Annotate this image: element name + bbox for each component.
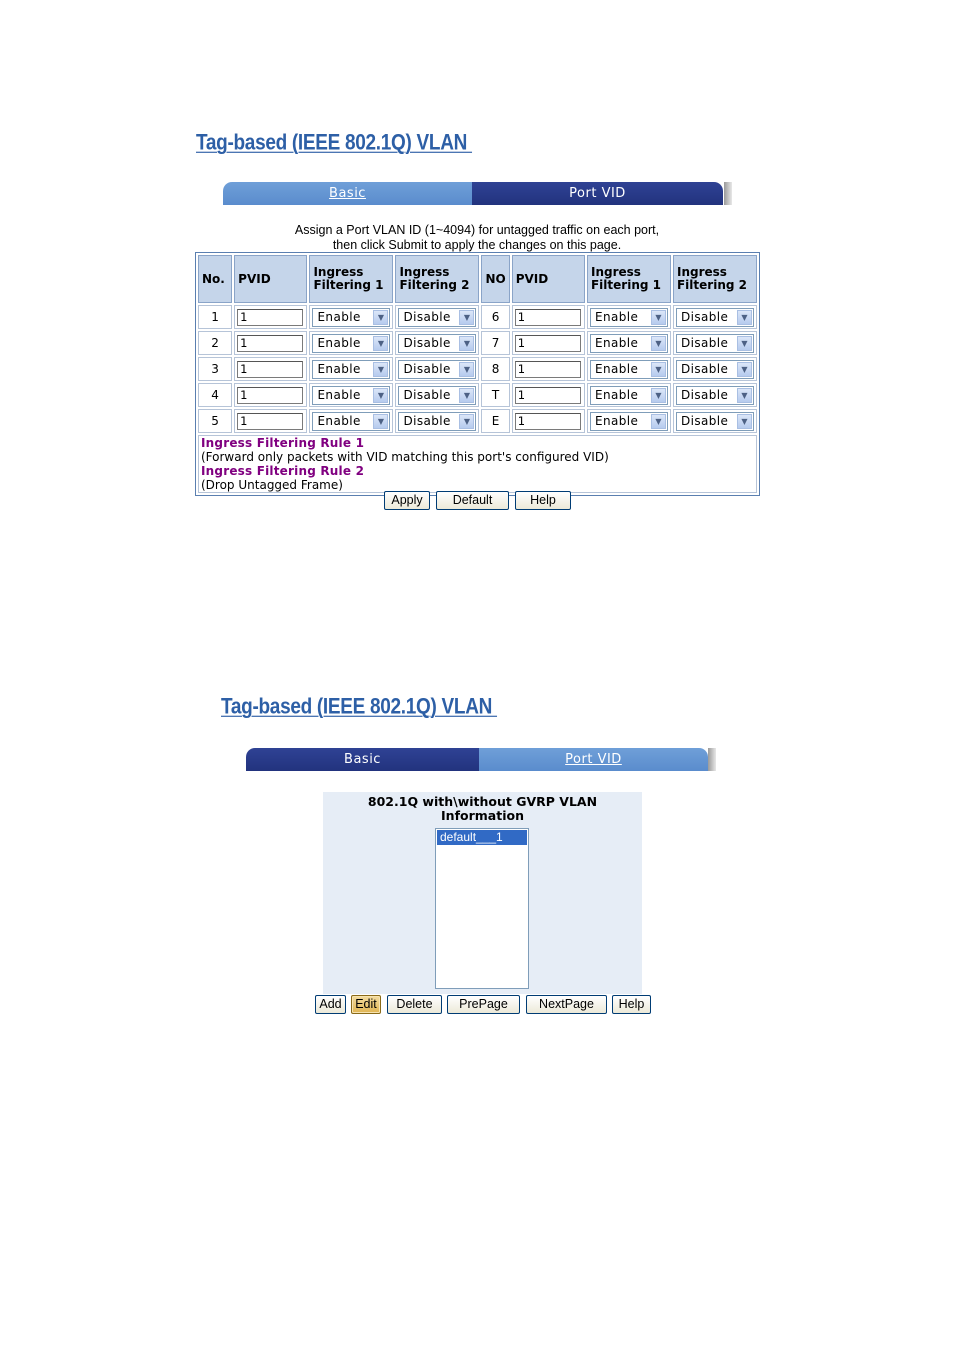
select-value: Disable xyxy=(403,310,451,324)
header-ingress-filtering-2-right: Ingress Filtering 2 xyxy=(673,255,757,303)
pvid-input[interactable] xyxy=(237,335,303,352)
chevron-down-icon[interactable]: ▼ xyxy=(459,310,474,325)
ingress-filtering-2-select[interactable] xyxy=(398,360,476,379)
vlan-info-title xyxy=(323,795,642,823)
select-value: Enable xyxy=(594,388,639,402)
chevron-down-icon[interactable]: ▼ xyxy=(373,414,388,429)
vlan-info-panel xyxy=(323,792,642,994)
select-value: Enable xyxy=(317,388,361,402)
select-value: Enable xyxy=(317,362,361,376)
tab-basic[interactable]: Basic xyxy=(246,748,479,771)
select-value: Disable xyxy=(680,336,729,350)
nextpage-button[interactable]: NextPage xyxy=(526,995,607,1014)
select-value: Enable xyxy=(594,414,639,428)
tab-shadow xyxy=(708,748,716,771)
select-value: Disable xyxy=(403,362,451,376)
page-title: Tag-based (IEEE 802.1Q) VLAN xyxy=(196,131,473,156)
ingress-filtering-2-select[interactable] xyxy=(676,360,754,379)
vlan-info-title-line-1: 802.1Q with\without GVRP VLAN xyxy=(367,794,598,809)
tab-bar xyxy=(223,182,723,205)
rule-2-title: Ingress Filtering Rule 2 xyxy=(201,464,365,478)
chevron-down-icon[interactable]: ▼ xyxy=(737,336,752,351)
table-row xyxy=(198,305,757,329)
header-pvid: PVID xyxy=(234,255,307,303)
select-value: Disable xyxy=(403,388,451,402)
prepage-button[interactable]: PrePage xyxy=(447,995,520,1014)
port-number: E xyxy=(481,409,509,433)
port-number: 5 xyxy=(198,409,232,433)
pvid-input[interactable] xyxy=(515,413,581,430)
ingress-filtering-1-select[interactable] xyxy=(590,308,668,327)
pvid-input[interactable] xyxy=(237,413,303,430)
port-number: 1 xyxy=(198,305,232,329)
default-button[interactable]: Default xyxy=(436,491,509,510)
tab-basic[interactable]: Basic xyxy=(223,182,472,205)
ingress-filtering-1-select[interactable] xyxy=(312,308,390,327)
chevron-down-icon[interactable]: ▼ xyxy=(651,310,666,325)
select-value: Disable xyxy=(680,388,729,402)
pvid-input[interactable] xyxy=(515,335,581,352)
pvid-input[interactable] xyxy=(237,309,303,326)
header-ingress-filtering-1-right: Ingress Filtering 1 xyxy=(587,255,671,303)
delete-button[interactable]: Delete xyxy=(387,995,442,1014)
help-button[interactable]: Help xyxy=(515,491,571,510)
tab-shadow xyxy=(724,182,732,205)
table-row xyxy=(198,383,757,407)
ingress-filtering-2-select[interactable] xyxy=(398,308,476,327)
table-row xyxy=(198,409,757,433)
chevron-down-icon[interactable]: ▼ xyxy=(651,414,666,429)
chevron-down-icon[interactable]: ▼ xyxy=(459,414,474,429)
tab-port-vid[interactable]: Port VID xyxy=(472,182,723,205)
ingress-filtering-1-select[interactable] xyxy=(312,412,390,431)
description-line-1: Assign a Port VLAN ID (1~4094) for untagged traffic on each port, xyxy=(294,223,660,237)
select-value: Disable xyxy=(403,414,451,428)
port-number: 8 xyxy=(481,357,509,381)
table-header-row xyxy=(198,255,757,303)
select-value: Enable xyxy=(317,414,361,428)
chevron-down-icon[interactable]: ▼ xyxy=(651,388,666,403)
pvid-table xyxy=(195,252,760,496)
tab-bar-2 xyxy=(246,748,708,771)
ingress-filtering-2-select[interactable] xyxy=(676,412,754,431)
ingress-filtering-2-select[interactable] xyxy=(676,308,754,327)
header-ingress-filtering-2: Ingress Filtering 2 xyxy=(395,255,479,303)
chevron-down-icon[interactable]: ▼ xyxy=(737,388,752,403)
select-value: Enable xyxy=(594,362,639,376)
rule-1-text: (Forward only packets with VID matching this port's configured VID) xyxy=(201,450,609,464)
rule-1-title: Ingress Filtering Rule 1 xyxy=(201,436,365,450)
table-row xyxy=(198,357,757,381)
ingress-filtering-1-select[interactable] xyxy=(590,360,668,379)
chevron-down-icon[interactable]: ▼ xyxy=(373,336,388,351)
chevron-down-icon[interactable]: ▼ xyxy=(651,362,666,377)
tab-port-vid[interactable]: Port VID xyxy=(479,748,708,771)
help-button-2[interactable]: Help xyxy=(612,995,651,1014)
rules-row xyxy=(198,435,757,493)
select-value: Disable xyxy=(403,336,451,350)
vlan-listbox[interactable] xyxy=(435,828,529,989)
description-line-2: then click Submit to apply the changes on this page. xyxy=(332,238,622,252)
pvid-input[interactable] xyxy=(237,387,303,404)
ingress-filtering-2-select[interactable] xyxy=(398,412,476,431)
list-item[interactable]: default___1 xyxy=(437,830,527,845)
port-number: T xyxy=(481,383,509,407)
ingress-filtering-1-select[interactable] xyxy=(312,386,390,405)
description xyxy=(196,223,758,253)
select-value: Enable xyxy=(317,310,361,324)
ingress-filtering-1-select[interactable] xyxy=(312,334,390,353)
ingress-filtering-1-select[interactable] xyxy=(590,386,668,405)
select-value: Disable xyxy=(680,362,729,376)
ingress-rules xyxy=(198,435,757,493)
port-number: 6 xyxy=(481,305,509,329)
header-pvid-right: PVID xyxy=(512,255,585,303)
header-ingress-filtering-1: Ingress Filtering 1 xyxy=(309,255,393,303)
vlan-info-title-line-2: Information xyxy=(441,808,524,823)
chevron-down-icon[interactable]: ▼ xyxy=(373,362,388,377)
edit-button[interactable]: Edit xyxy=(351,995,381,1014)
chevron-down-icon[interactable]: ▼ xyxy=(651,336,666,351)
pvid-input[interactable] xyxy=(515,309,581,326)
ingress-filtering-1-select[interactable] xyxy=(590,412,668,431)
chevron-down-icon[interactable]: ▼ xyxy=(737,310,752,325)
table-row xyxy=(198,331,757,355)
pvid-input[interactable] xyxy=(515,361,581,378)
select-value: Enable xyxy=(594,336,639,350)
select-value: Enable xyxy=(317,336,361,350)
ingress-filtering-2-select[interactable] xyxy=(676,334,754,353)
apply-button[interactable]: Apply xyxy=(384,491,430,510)
chevron-down-icon[interactable]: ▼ xyxy=(373,388,388,403)
chevron-down-icon[interactable]: ▼ xyxy=(737,362,752,377)
chevron-down-icon[interactable]: ▼ xyxy=(459,362,474,377)
pvid-input[interactable] xyxy=(515,387,581,404)
port-number: 4 xyxy=(198,383,232,407)
select-value: Enable xyxy=(594,310,639,324)
rule-2-text: (Drop Untagged Frame) xyxy=(201,478,343,492)
select-value: Disable xyxy=(680,310,729,324)
ingress-filtering-2-select[interactable] xyxy=(398,386,476,405)
page-title-2: Tag-based (IEEE 802.1Q) VLAN xyxy=(221,695,498,720)
port-number: 3 xyxy=(198,357,232,381)
ingress-filtering-2-select[interactable] xyxy=(398,334,476,353)
header-no-right: NO xyxy=(481,255,509,303)
ingress-filtering-1-select[interactable] xyxy=(312,360,390,379)
port-number: 7 xyxy=(481,331,509,355)
header-no: No. xyxy=(198,255,232,303)
chevron-down-icon[interactable]: ▼ xyxy=(459,388,474,403)
ingress-filtering-2-select[interactable] xyxy=(676,386,754,405)
pvid-input[interactable] xyxy=(237,361,303,378)
chevron-down-icon[interactable]: ▼ xyxy=(459,336,474,351)
chevron-down-icon[interactable]: ▼ xyxy=(737,414,752,429)
select-value: Disable xyxy=(680,414,729,428)
chevron-down-icon[interactable]: ▼ xyxy=(373,310,388,325)
port-number: 2 xyxy=(198,331,232,355)
add-button[interactable]: Add xyxy=(315,995,346,1014)
ingress-filtering-1-select[interactable] xyxy=(590,334,668,353)
